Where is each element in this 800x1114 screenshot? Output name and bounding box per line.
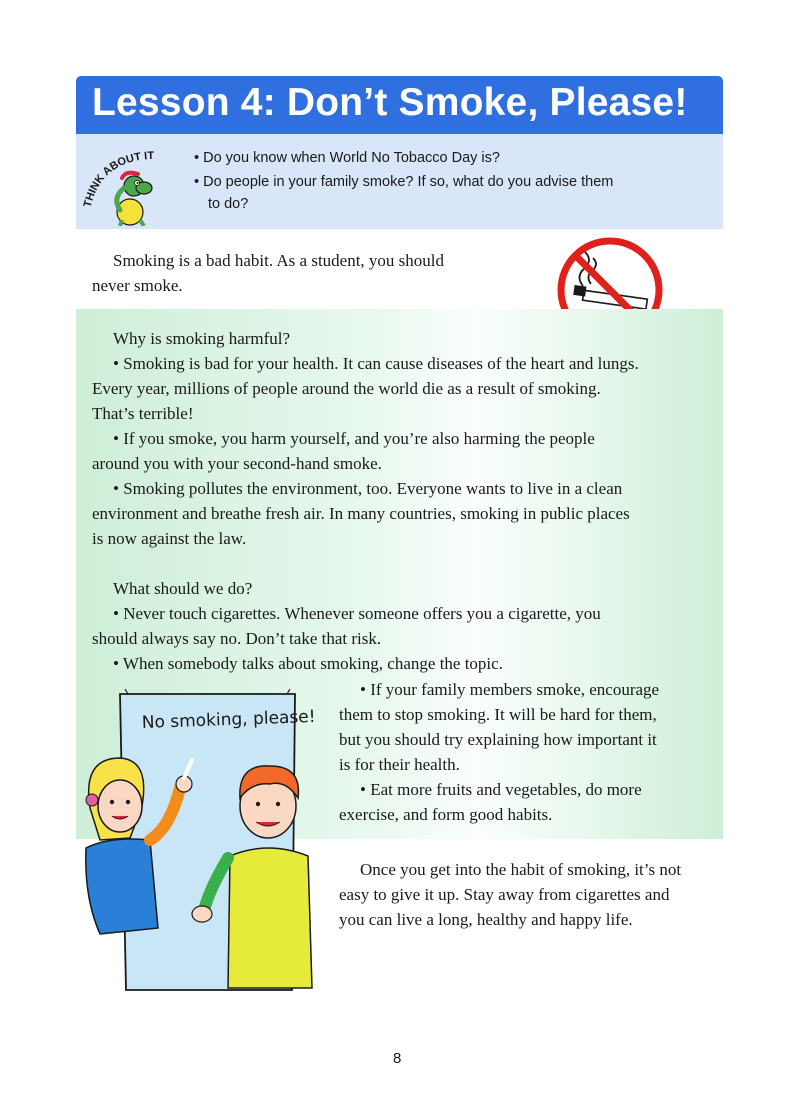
closing-line-1: Once you get into the habit of smoking, it’s not	[360, 860, 682, 879]
harmful-line: • Smoking pollutes the environment, too. Everyone wants to live in a clean	[113, 479, 623, 498]
intro-line-1: Smoking is a bad habit. As a student, you should	[113, 251, 445, 270]
intro-line-2: never smoke.	[92, 276, 183, 295]
think-about-it-badge	[80, 140, 180, 226]
lesson-title-bar	[76, 76, 723, 134]
harmful-line: Every year, millions of people around the world die as a result of smoking.	[92, 379, 601, 398]
todo-narrow-line: but you should try explaining how important it	[339, 730, 657, 749]
think-question-1: • Do you know when World No Tobacco Day is?	[194, 150, 500, 166]
todo-line: should always say no. Don’t take that risk.	[92, 629, 382, 648]
lesson-title: Lesson 4: Don’t Smoke, Please!	[92, 81, 688, 124]
harmful-heading: Why is smoking harmful?	[113, 329, 291, 348]
poster-text: No smoking, please!	[141, 706, 316, 733]
harmful-line: That’s terrible!	[92, 404, 194, 423]
todo-narrow-line: • If your family members smoke, encourage	[360, 680, 660, 699]
todo-narrow-line: is for their health.	[339, 755, 460, 774]
todo-heading: What should we do?	[113, 579, 253, 598]
closing-line-3: you can live a long, healthy and happy life.	[339, 910, 633, 929]
harmful-line: is now against the law.	[92, 529, 247, 548]
kids-poster-illustration	[80, 688, 335, 993]
think-question-2-cont: to do?	[208, 196, 249, 212]
closing-line-2: easy to give it up. Stay away from cigarettes and	[339, 885, 670, 904]
harmful-line: • If you smoke, you harm yourself, and you’re also harming the people	[113, 429, 595, 448]
todo-narrow-line: • Eat more fruits and vegetables, do more	[360, 780, 642, 799]
think-question-2: • Do people in your family smoke? If so, what do you advise them	[194, 174, 614, 190]
todo-narrow-line: exercise, and form good habits.	[339, 805, 553, 824]
think-about-it-box	[76, 134, 723, 229]
harmful-line: environment and breathe fresh air. In many countries, smoking in public places	[92, 504, 630, 523]
page-number: 8	[393, 1050, 402, 1067]
think-about-it-label: THINK ABOUT IT	[81, 149, 155, 209]
harmful-line: around you with your second-hand smoke.	[92, 454, 382, 473]
todo-line: • Never touch cigarettes. Whenever someone offers you a cigarette, you	[113, 604, 601, 623]
todo-narrow-line: them to stop smoking. It will be hard for them,	[339, 705, 657, 724]
harmful-line: • Smoking is bad for your health. It can cause diseases of the heart and lungs.	[113, 354, 639, 373]
todo-line: • When somebody talks about smoking, change the topic.	[113, 654, 503, 673]
